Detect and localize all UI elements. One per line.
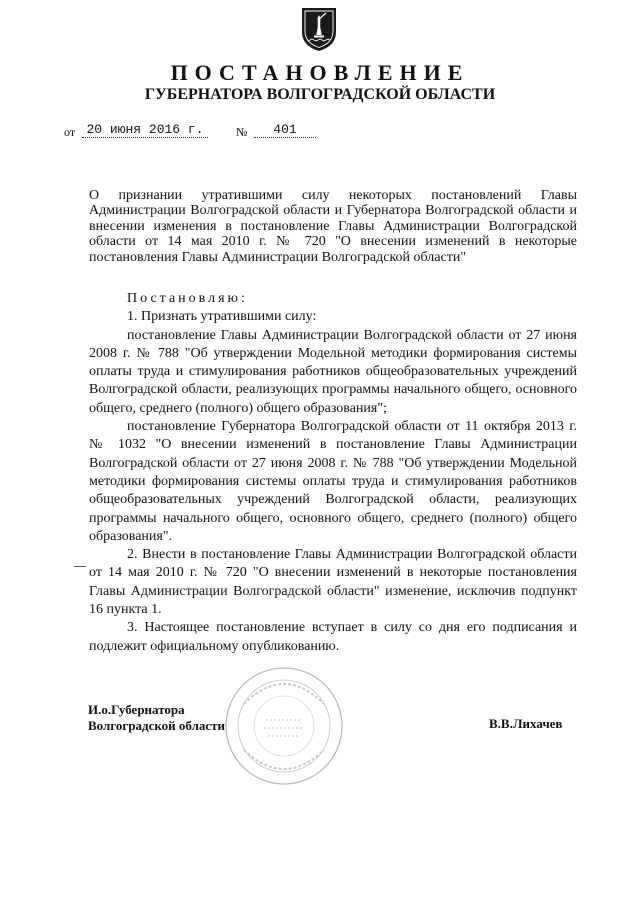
coat-of-arms-icon bbox=[300, 6, 338, 52]
paragraph-2: 2. Внести в постановление Главы Администрации Волгоградской области от 14 мая 2010 г. № 720 "О внесении изменений в некоторые постановления Главы Администрации Волгоградской области" изменение, исключив подпункт 16 пункта 1. bbox=[89, 547, 577, 618]
document-body bbox=[89, 290, 577, 656]
paragraph-3: 3. Настоящее постановление вступает в силу со дня его подписания и подлежит официальному опубликованию. bbox=[89, 620, 577, 654]
decree-word: Постановляю: bbox=[127, 291, 248, 306]
paragraph-1: 1. Признать утратившими силу: bbox=[127, 309, 317, 325]
signatory-position-line2: Волгоградской области bbox=[88, 718, 226, 733]
number-label: № bbox=[236, 125, 248, 139]
document-subject: О признании утратившими силу некоторых постановлений Главы Администрации Волгоградской области и Губернатора Волгоградской области и внесении изменения в постановление Главы Администрации Волгоградской области от 14 мая 2010 г. № 720 "О внесении изменений в некоторые постановления Главы Администрации Волгоградской области" bbox=[89, 188, 577, 265]
signatory-name: В.В.Лихачев bbox=[489, 716, 563, 731]
signatory-position bbox=[88, 702, 225, 734]
paragraph-1b: постановление Губернатора Волгоградской области от 11 октября 2013 г. № 1032 "О внесении изменений в постановление Главы Администрации Волгоградской области от 27 июня 2008 г. № 788 "Об утверждении Модельной методики формирования системы оплаты труда и стимулирования работников общеобразовательных учреждений Волгоградской области, реализующих программы начального общего, основного общего, среднего (полного) общего образования". bbox=[89, 419, 577, 544]
seal-stamp-icon bbox=[222, 664, 346, 788]
from-label: от bbox=[64, 125, 76, 139]
document-date: 20 июня 2016 г. bbox=[82, 122, 208, 138]
signatory-position-line1: И.о.Губернатора bbox=[88, 702, 185, 717]
document-title: ПОСТАНОВЛЕНИЕ bbox=[170, 60, 470, 85]
document-number: 401 bbox=[254, 122, 316, 138]
paragraph-1a: постановление Главы Администрации Волгоградской области от 27 июня 2008 г. № 788 "Об утверждении Модельной методики формирования системы оплаты труда и стимулирования работников общеобразовательных учреждений Волгоградской области, реализующих программы начального общего, основного общего, среднего (полного) общего образования"; bbox=[89, 327, 577, 416]
document-issuer: ГУБЕРНАТОРА ВОЛГОГРАДСКОЙ ОБЛАСТИ bbox=[144, 86, 496, 103]
margin-mark bbox=[74, 566, 86, 567]
